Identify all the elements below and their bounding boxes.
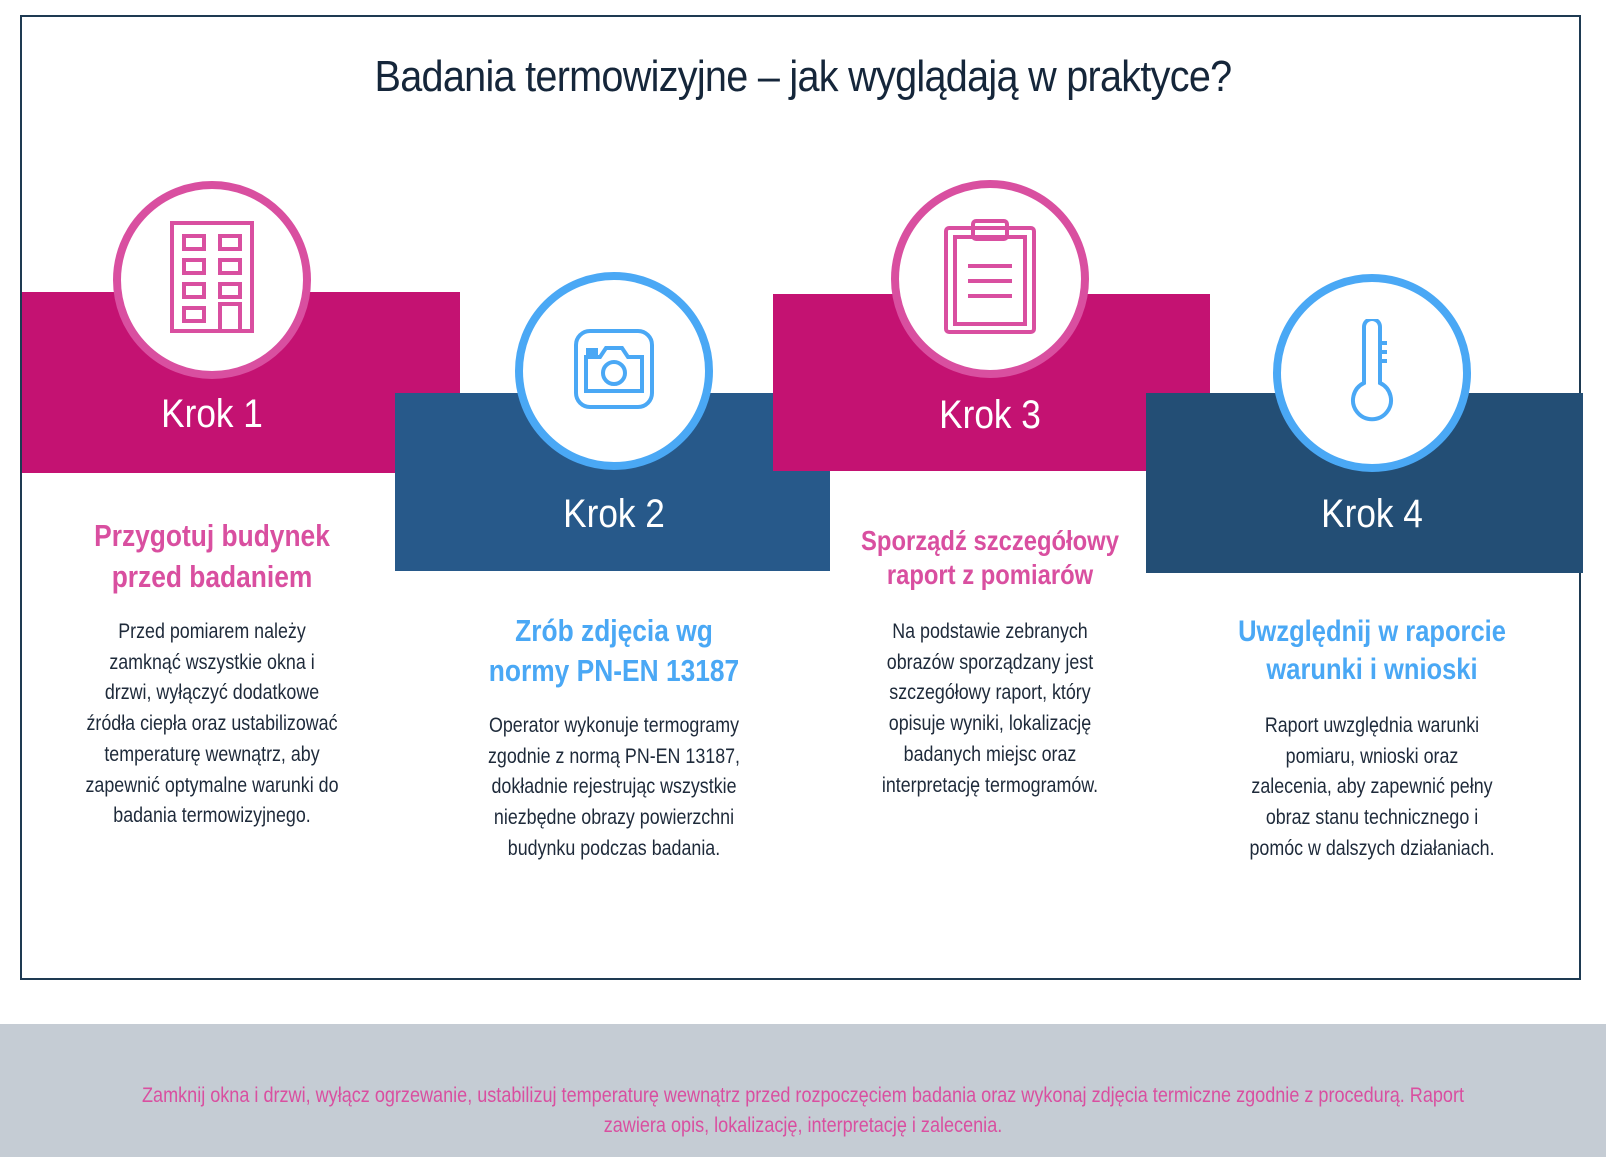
step-description-line: badanych miejsc oraz (903, 742, 1077, 766)
footer-line: zawiera opis, lokalizację, interpretację i zalecenia. (603, 1114, 1003, 1137)
step-description-line: zamknąć wszystkie okna i (109, 650, 315, 674)
camera-icon (572, 327, 656, 416)
step-description-line: zapewnić optymalne warunki do (85, 773, 339, 797)
step-label: Krok 2 (563, 492, 665, 536)
footer-line: Zamknij okna i drzwi, wyłącz ogrzewanie, ustabilizuj temperaturę wewnątrz przed rozpoczęciem badania oraz wykonaj zdjęcia termiczne zgodnie z procedurą. Raport (141, 1084, 1465, 1107)
step-heading-line: normy PN-EN 13187 (488, 653, 740, 688)
step-label: Krok 3 (939, 393, 1041, 437)
step-description (820, 617, 1160, 801)
clipboard-icon (940, 218, 1040, 341)
footer-summary (0, 1024, 1606, 1157)
footer-text (112, 1081, 1493, 1141)
page-title: Badania termowizyjne – jak wyglądają w praktyce? (374, 52, 1232, 101)
step-heading-line: Przygotuj budynek (94, 518, 330, 553)
step-description-line: zgodnie z normą PN-EN 13187, (487, 744, 741, 768)
step-heading-line: przed badaniem (111, 559, 313, 594)
step-description-line: Przed pomiarem należy (118, 620, 306, 643)
building-icon (167, 220, 257, 340)
step-heading (1202, 613, 1542, 689)
step-description-line: opisuje wyniki, lokalizację (888, 712, 1092, 736)
step-description-line: temperaturę wewnątrz, aby (104, 742, 320, 766)
step-description-line: pomiaru, wnioski oraz (1285, 744, 1459, 768)
step-description-line: Raport uwzględnia warunki (1264, 714, 1480, 737)
step-heading (42, 515, 382, 597)
step-description-line: obrazów sporządzany jest (886, 650, 1094, 674)
step-heading (820, 524, 1160, 592)
step-heading-line: Uwzględnij w raporcie (1238, 615, 1506, 648)
thermometer-icon (1344, 319, 1400, 428)
step-icon-circle-4 (1273, 274, 1471, 472)
step-icon-circle-3 (891, 180, 1089, 378)
step-description-line: zalecenia, aby zapewnić pełny (1251, 775, 1493, 799)
step-description (1202, 711, 1542, 865)
step-description-line: pomóc w dalszych działaniach. (1249, 836, 1495, 860)
step-description-line: dokładnie rejestrując wszystkie (491, 775, 737, 799)
step-description-line: interpretację termogramów. (881, 773, 1099, 797)
step-label: Krok 4 (1321, 492, 1423, 536)
step-description (444, 711, 784, 865)
step-icon-circle-1 (113, 181, 311, 379)
step-description-line: Na podstawie zebranych (892, 620, 1088, 643)
step-heading-line: Zrób zdjęcia wg (515, 613, 713, 648)
step-heading-line: warunki i wnioski (1266, 653, 1478, 686)
step-description-line: budynku podczas badania. (507, 836, 721, 860)
step-description-line: badania termowizyjnego. (113, 804, 311, 828)
step-description-line: drzwi, wyłączyć dodatkowe (104, 681, 320, 705)
step-heading (444, 611, 784, 691)
step-heading-line: Sporządź szczegółowy (861, 525, 1119, 556)
step-description-line: szczegółowy raport, który (889, 681, 1091, 705)
step-heading-line: raport z pomiarów (886, 559, 1094, 590)
step-description-line: obraz stanu technicznego i (1265, 806, 1479, 830)
step-description-line: źródła ciepła oraz ustabilizować (86, 712, 338, 736)
step-description-line: Operator wykonuje termogramy (488, 714, 740, 737)
step-description (42, 617, 382, 832)
step-description-line: niezbędne obrazy powierzchni (493, 806, 735, 830)
step-icon-circle-2 (515, 272, 713, 470)
step-label: Krok 1 (161, 392, 263, 436)
